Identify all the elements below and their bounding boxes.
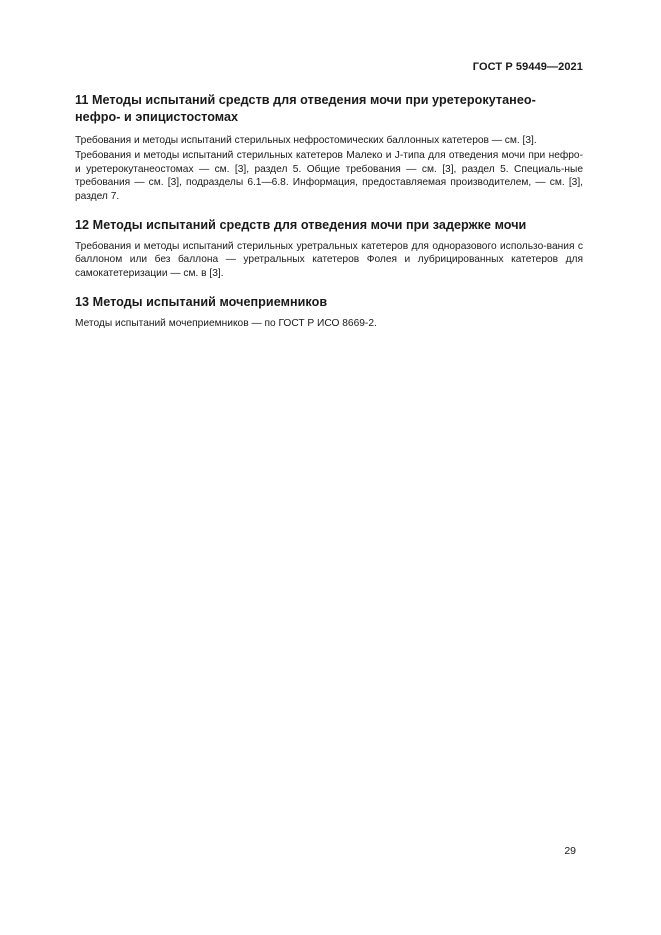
section-11-heading (75, 92, 583, 126)
section-12-heading: 12 Методы испытаний средств для отведения мочи при задержке мочи (75, 218, 527, 233)
section-11-heading-line1: 11 Методы испытаний средств для отведения мочи при уретерокутанео- (75, 93, 536, 107)
page-content (75, 92, 583, 331)
section-11 (75, 92, 583, 203)
page-number: 29 (564, 845, 576, 857)
document-code: ГОСТ Р 59449—2021 (472, 61, 583, 73)
section-11-paragraph-1: Требования и методы испытаний стерильных нефростомических баллонных катетеров — см. [3]. (75, 135, 537, 146)
section-13-heading: 13 Методы испытаний мочеприемников (75, 295, 328, 310)
section-11-paragraph-2: Требования и методы испытаний стерильных катетеров Малеко и J-типа для отведения мочи при нефро- и уретерокутанеостомах — см. [3], раздел 5. Общие требования — см. [3], раздел 5. Специаль-ные требования — см. [3], подразделы 6.1—6.8. Информация, предоставляемая производителем, — см. [3], раздел 7. (75, 150, 583, 202)
section-13 (75, 294, 583, 330)
section-11-heading-line2: нефро- и эпицистостомах (75, 110, 239, 124)
section-13-paragraph-1: Методы испытаний мочеприемников — по ГОСТ Р ИСО 8669-2. (75, 318, 377, 330)
section-12-paragraph-1: Требования и методы испытаний стерильных уретральных катетеров для одноразового использо-вания с баллоном или без баллона — уретральных катетеров Фолея и лубрицированных катетеров для самокатетеризации — см. в [3]. (75, 241, 583, 279)
section-12 (75, 217, 583, 280)
